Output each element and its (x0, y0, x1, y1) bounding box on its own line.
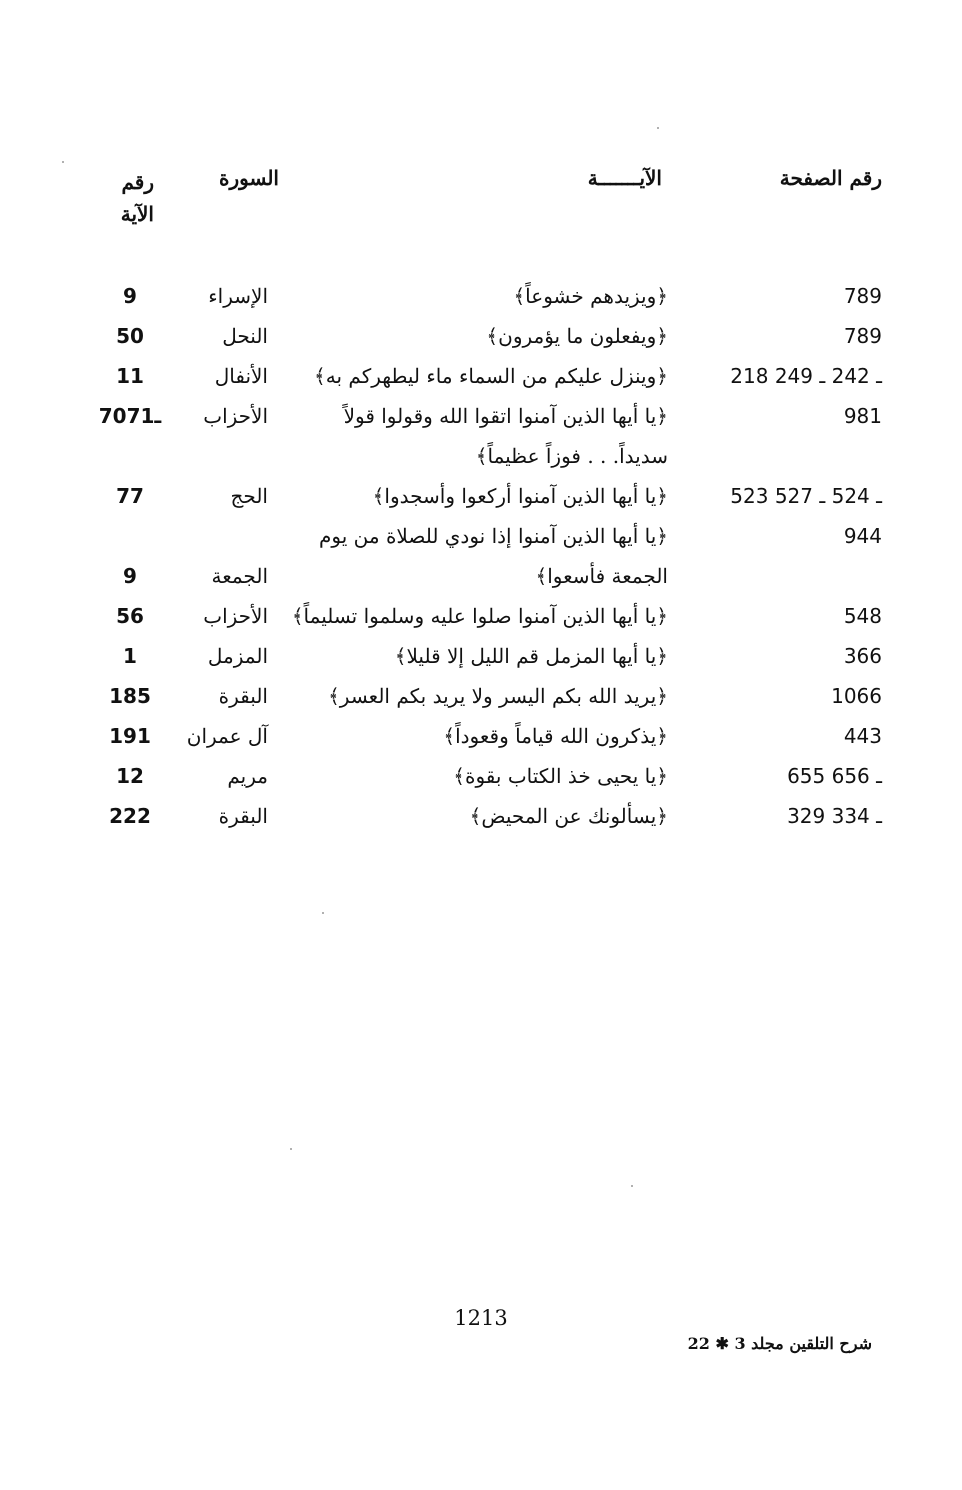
row-page-number: 944 (843, 524, 882, 548)
row-ayah-number: 70ـ71 (98, 404, 162, 428)
row-ayah-number: 56 (116, 604, 144, 628)
header-ayah-number-line1: رقم (121, 170, 154, 194)
row-ayah-number: 9 (123, 564, 137, 588)
row-page-number: 789 (843, 284, 882, 308)
scan-speck (290, 1148, 292, 1150)
row-ayah-number: 191 (109, 724, 151, 748)
row-ayah-number: 1 (123, 644, 137, 668)
row-page-number: 366 (843, 644, 882, 668)
row-ayah-number: 77 (116, 484, 144, 508)
row-page-number: 329 ـ 334 (787, 804, 882, 828)
scan-speck (62, 161, 64, 163)
header-ayah-number (102, 166, 154, 230)
row-page-number: 523 ـ 524 ـ 527 (730, 484, 882, 508)
row-surah: آل عمران (186, 724, 268, 748)
row-page-number: 1066 (831, 684, 882, 708)
page-number: 1213 (454, 1306, 508, 1330)
row-surah: الإسراء (208, 284, 268, 308)
row-surah: مريم (227, 764, 268, 788)
row-verse: ﴿يا يحيى خذ الكتاب بقوة﴾ (453, 764, 668, 788)
row-verse: ﴿وينزل عليكم من السماء ماء ليطهركم به﴾ (314, 364, 668, 388)
row-surah: النحل (222, 324, 268, 348)
row-surah: الأحزاب (203, 604, 268, 628)
row-surah: البقرة (218, 804, 268, 828)
header-surah: السورة (219, 166, 279, 190)
row-surah: المزمل (207, 644, 268, 668)
row-surah: الجمعة (211, 564, 268, 588)
row-page-number: 548 (843, 604, 882, 628)
row-surah: الأنفال (214, 364, 268, 388)
row-verse: ﴿يا أيها الذين آمنوا أركعوا وأسجدوا﴾ (372, 484, 668, 508)
row-ayah-number: 222 (109, 804, 151, 828)
header-page-number: رقم الصفحة (779, 166, 882, 190)
row-ayah-number: 12 (116, 764, 144, 788)
row-ayah-number: 9 (123, 284, 137, 308)
row-ayah-number: 11 (116, 364, 144, 388)
row-page-number: 789 (843, 324, 882, 348)
row-page-number: 218 ـ 242 ـ 249 (730, 364, 882, 388)
row-surah: الحج (230, 484, 268, 508)
row-surah: الأحزاب (203, 404, 268, 428)
row-verse: ﴿يا أيها الذين آمنوا اتقوا الله وقولوا قولاً (343, 404, 668, 428)
row-verse: ﴿ويفعلون ما يؤمرون﴾ (486, 324, 668, 348)
scan-speck (322, 912, 324, 914)
scan-speck (657, 127, 659, 129)
row-verse: ﴿يا أيها الذين آمنوا صلوا عليه وسلموا تسليماً﴾ (291, 604, 668, 628)
row-verse: ﴿يسألونك عن المحيض﴾ (469, 804, 668, 828)
row-verse: ﴿يذكرون الله قياماً وقعوداً﴾ (443, 724, 668, 748)
row-verse: ﴿ويزيدهم خشوعاً﴾ (513, 284, 668, 308)
row-surah: البقرة (218, 684, 268, 708)
row-verse: ﴿يا أيها المزمل قم الليل إلا قليلا﴾ (394, 644, 668, 668)
header-ayah-number-line2: الآية (120, 202, 154, 226)
row-ayah-number: 185 (109, 684, 151, 708)
row-verse-continuation: سديداً. . . فوزاً عظيماً﴾ (475, 444, 668, 468)
row-verse: ﴿يريد الله بكم اليسر ولا يريد بكم العسر﴾ (328, 684, 668, 708)
row-verse: ﴿يا أيها الذين آمنوا إذا نودي للصلاة من يوم (319, 524, 668, 548)
row-page-number: 981 (843, 404, 882, 428)
scan-speck (631, 1185, 633, 1187)
header-verse: الآيـــــــة (587, 166, 662, 190)
footer-signature: شرح التلقين مجلد 3 ✱ 22 (687, 1334, 872, 1353)
row-ayah-number: 50 (116, 324, 144, 348)
row-page-number: 443 (843, 724, 882, 748)
row-page-number: 655 ـ 656 (787, 764, 882, 788)
row-verse-continuation: الجمعة فأسعوا﴾ (535, 564, 668, 588)
